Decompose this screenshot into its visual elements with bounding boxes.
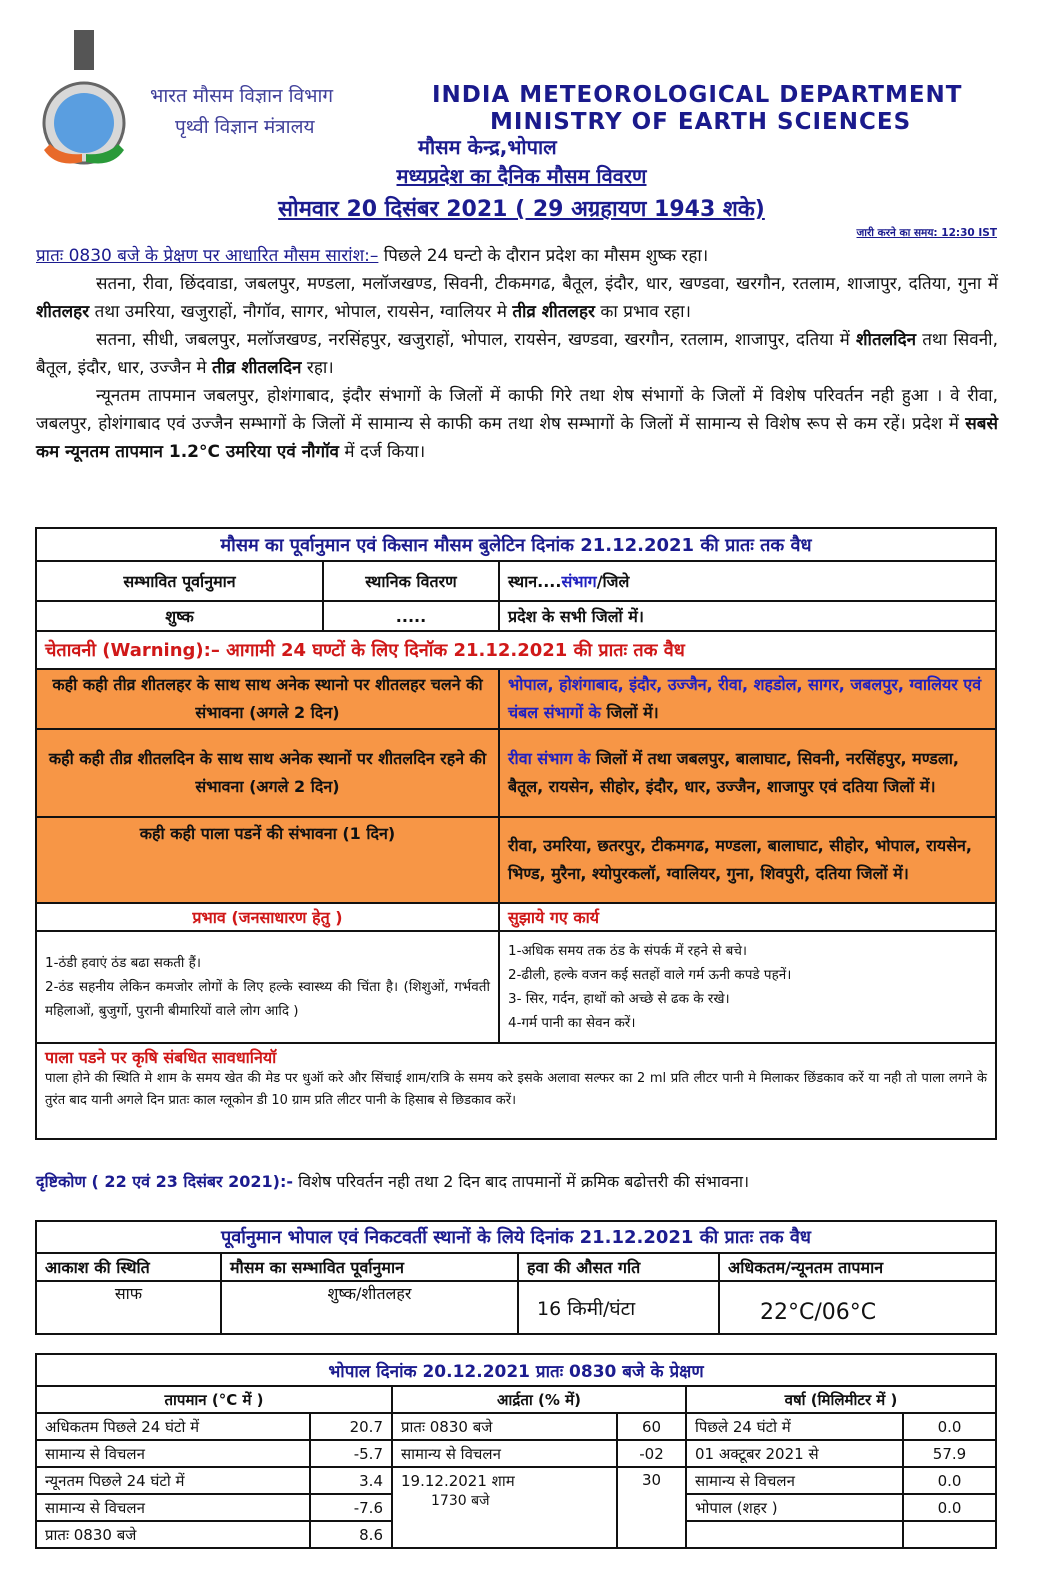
- warning-event: कही कही तीव्र शीतलदिन के साथ साथ अनेक स्थानों पर शीतलदिन रहने की संभावना (अगले 2 दिन): [36, 729, 499, 817]
- obs-label: अधिकतम पिछले 24 घंटो में: [36, 1413, 310, 1440]
- summary-bold: तीव्र शीतलहर: [512, 302, 595, 322]
- summary-text: तथा सिवनी, बैतूल, इंदौर, धार, उज्जैन मे: [36, 330, 998, 378]
- agri-advisory: [36, 1043, 996, 1139]
- obs-value: 0.0: [903, 1413, 996, 1440]
- wind-speed: 16 किमी/घंटा: [518, 1281, 719, 1334]
- obs-value: 8.6: [310, 1521, 392, 1548]
- action-item: 3- सिर, गर्दन, हाथों को अच्छे से ढक के रखे।: [508, 991, 730, 1007]
- outlook-text: विशेष परिवर्तन नही तथा 2 दिन बाद तापमानों में क्रमिक बढोत्तरी की संभावना।: [293, 1172, 750, 1191]
- warning-event: कही कही तीव्र शीतलहर के साथ साथ अनेक स्थानो पर शीतलहर चलने की संभावना (अगले 2 दिन): [36, 669, 499, 729]
- col-header: स्थानिक वितरण: [323, 561, 499, 601]
- action-item: 2-ढीली, हल्के वजन कई सतहों वाले गर्म ऊनी कपडे पहनें।: [508, 967, 792, 983]
- obs-label: सामान्य से विचलन: [36, 1494, 310, 1521]
- warning-row: [36, 729, 996, 817]
- warning-area: रीवा संभाग के जिलों में तथा जबलपुर, बालाघाट, सिवनी, नरसिंहपुर, मण्डला, बैतूल, रायसेन, सीहोर, इंदौर, धार, उज्जैन, शाजापुर एवं दतिया जिलों में।: [499, 729, 996, 817]
- warning-row: [36, 817, 996, 903]
- summary-text: में दर्ज किया।: [338, 442, 426, 462]
- summary-text: सतना, सीधी, जबलपुर, मलॉजखण्ड, नरसिंहपुर, खजुराहों, भोपाल, रायसेन, खण्डवा, खरगौन, रतलाम, शाजापुर, दतिया में: [96, 330, 856, 350]
- col-header: स्थान....संभाग/जिले: [499, 561, 996, 601]
- obs-value: -7.6: [310, 1494, 392, 1521]
- obs-label: सामान्य से विचलन: [392, 1440, 617, 1467]
- obs-label: न्यूनतम पिछले 24 घंटो में: [36, 1467, 310, 1494]
- obs-label: प्रातः 0830 बजे: [36, 1521, 310, 1548]
- obs-value: -5.7: [310, 1440, 392, 1467]
- sky-condition: साफ: [36, 1281, 221, 1334]
- summary-text: रहा।: [301, 358, 334, 378]
- col-header: आर्द्रता (% में): [392, 1386, 686, 1413]
- org-name-english: INDIA METEOROLOGICAL DEPARTMENT: [432, 82, 963, 108]
- summary-bold: शीतलहर: [36, 302, 90, 322]
- col-header: मौसम का सम्भावित पूर्वानुमान: [221, 1253, 518, 1281]
- outlook: [36, 1170, 749, 1192]
- col-header: सम्भावित पूर्वानुमान: [36, 561, 323, 601]
- warning-area: भोपाल, होशंगाबाद, इंदौर, उज्जैन, रीवा, शहडोल, सागर, जबलपुर, ग्वालियर एवं चंबल संभागों के जिलों में।: [499, 669, 996, 729]
- distribution-value: .....: [323, 601, 499, 631]
- forecast-table: [35, 527, 997, 1140]
- obs-value: 60: [617, 1413, 686, 1440]
- summary-bold: तीव्र शीतलदिन: [211, 358, 302, 378]
- observation-table: [35, 1353, 997, 1549]
- warning-area: रीवा, उमरिया, छतरपुर, टीकमगढ, मण्डला, बालाघाट, सीहोर, भोपाल, रायसेन, भिण्ड, मुरैना, श्योपुरकलॉ, ग्वालियर, गुना, शिवपुरी, दतिया जिलों में।: [499, 817, 996, 903]
- obs-label: पिछले 24 घंटो में: [686, 1413, 903, 1440]
- action-item: 1-अधिक समय तक ठंड के संपर्क में रहने से बचे।: [508, 943, 748, 959]
- warning-heading: चेतावनी (Warning):– आगामी 24 घण्टों के लिए दिनॉक 21.12.2021 की प्रातः तक वैध: [36, 631, 996, 669]
- action-item: 4-गर्म पानी का सेवन करें।: [508, 1015, 636, 1031]
- obs-label: सामान्य से विचलन: [36, 1440, 310, 1467]
- summary-text: का प्रभाव रहा।: [594, 302, 691, 322]
- weather-summary: [36, 242, 998, 466]
- obs-value: 30: [617, 1467, 686, 1548]
- obs-value: 20.7: [310, 1413, 392, 1440]
- summary-intro: पिछले 24 घन्टो के दौरान प्रदेश का मौसम शुष्क रहा।: [378, 246, 709, 266]
- summary-text: न्यूनतम तापमान जबलपुर, होशंगाबाद, इंदौर संभागों के जिलों में काफी गिरे तथा शेष संभागों के जिलों में विशेष परिवर्तन नही हुआ । वे रीवा, जबलपुर, होशंगाबाद एवं उज्जैन सम्भागों के जिलों में सामान्य से काफी कम तथा शेष सम्भागों के जिलों में सामान्य से विशेष रूप से कम रहें। प्रदेश में: [36, 386, 998, 434]
- area-value: प्रदेश के सभी जिलों में।: [499, 601, 996, 631]
- obs-value: 57.9: [903, 1440, 996, 1467]
- org-name-hindi: भारत मौसम विज्ञान विभाग: [150, 85, 334, 107]
- impact-item: 1-ठंडी हवाएं ठंड बढा सकती हैं।: [45, 955, 201, 971]
- actions-list: [499, 931, 996, 1043]
- obs-value: 0.0: [903, 1494, 996, 1521]
- agri-heading: पाला पडने पर कृषि संबधित सावधानियॉ: [45, 1048, 277, 1067]
- warning-event: कही कही पाला पडनें की संभावना (1 दिन): [36, 817, 499, 903]
- report-date: सोमवार 20 दिसंबर 2021 ( 29 अग्रहायण 1943 शके): [278, 197, 765, 222]
- obs-value: 3.4: [310, 1467, 392, 1494]
- agri-text: पाला होने की स्थिति मे शाम के समय खेत की मेड पर धुऑ करे और सिंचाई शाम/रात्रि के समय करे इसके अलावा सल्फर का 2 ml प्रति लीटर पानी मे मिलाकर छिंडकाव करें या नही तो पाला लगने के तुरंत बाद यानी अगले दिन प्रातः काल ग्लूकोन डी 10 ग्राम प्रति लीटर पानी के हिसाब से छिडकाव करें।: [45, 1071, 987, 1108]
- bhopal-forecast-title: पूर्वानुमान भोपाल एवं निकटवर्ती स्थानों के लिये दिनांक 21.12.2021 की प्रातः तक वैध: [36, 1221, 996, 1253]
- obs-label: प्रातः 0830 बजे: [392, 1413, 617, 1440]
- col-header: हवा की औसत गति: [518, 1253, 719, 1281]
- report-subtitle: मध्यप्रदेश का दैनिक मौसम विवरण: [396, 164, 647, 188]
- warning-row: [36, 669, 996, 729]
- obs-value: -02: [617, 1440, 686, 1467]
- impact-item: 2-ठंड सहनीय लेकिन कमजोर लोगों के लिए हल्के स्वास्थ्य की चिंता है। (शिशुओं, गर्भवती महिलाओं, बुजुर्गो, पुरानी बीमारियों वाले लोग आदि ): [45, 979, 490, 1019]
- imd-logo: [36, 28, 132, 168]
- col-header: तापमान (°C में ): [36, 1386, 392, 1413]
- outlook-label: दृष्टिकोण ( 22 एवं 23 दिसंबर 2021):-: [36, 1172, 294, 1191]
- summary-bold: सबसे कम न्यूनतम तापमान 1.2°C उमरिया एवं नौगॉव: [36, 414, 998, 462]
- impact-heading: प्रभाव (जनसाधारण हेतु ): [36, 903, 499, 931]
- impact-list: [36, 931, 499, 1043]
- col-header: वर्षा (मिलिमीटर में ): [686, 1386, 996, 1413]
- bhopal-forecast-table: [35, 1220, 997, 1335]
- centre-name: मौसम केन्द्र,भोपाल: [418, 135, 557, 159]
- forecast-title: मौसम का पूर्वानुमान एवं किसान मौसम बुलेटिन दिनांक 21.12.2021 की प्रातः तक वैध: [36, 528, 996, 561]
- col-header: अधिकतम/न्यूनतम तापमान: [719, 1253, 996, 1281]
- weather-forecast: शुष्क/शीतलहर: [221, 1281, 518, 1334]
- actions-heading: सुझाये गए कार्य: [499, 903, 996, 931]
- obs-value: 0.0: [903, 1467, 996, 1494]
- ministry-name-hindi: पृथ्वी विज्ञान मंत्रालय: [175, 116, 315, 138]
- forecast-value: शुष्क: [36, 601, 323, 631]
- observation-title: भोपाल दिनांक 20.12.2021 प्रातः 0830 बजे के प्रेक्षण: [36, 1354, 996, 1386]
- summary-text: सतना, रीवा, छिंदवाडा, जबलपुर, मण्डला, मलॉजखण्ड, सिवनी, टीकमगढ, बैतूल, इंदौर, धार, खण्डवा, खरगौन, रतलाम, शाजापुर, दतिया, गुना में: [96, 274, 998, 294]
- obs-label: 19.12.2021 शाम 1730 बजे: [392, 1467, 617, 1548]
- col-header: आकाश की स्थिति: [36, 1253, 221, 1281]
- summary-text: तथा उमरिया, खजुराहों, नौगॉव, सागर, भोपाल, रायसेन, ग्वालियर मे: [89, 302, 513, 322]
- summary-heading: प्रातः 0830 बजे के प्रेक्षण पर आधारित मौसम सारांश:–: [36, 246, 379, 266]
- obs-label: सामान्य से विचलन: [686, 1467, 903, 1494]
- ministry-name-english: MINISTRY OF EARTH SCIENCES: [490, 109, 912, 135]
- obs-label: भोपाल (शहर ): [686, 1494, 903, 1521]
- max-min-temp: 22°C/06°C: [719, 1281, 996, 1334]
- summary-bold: शीतलदिन: [856, 330, 917, 350]
- issue-time: जारी करने का समय: 12:30 IST: [856, 227, 997, 239]
- obs-label: 01 अक्टूबर 2021 से: [686, 1440, 903, 1467]
